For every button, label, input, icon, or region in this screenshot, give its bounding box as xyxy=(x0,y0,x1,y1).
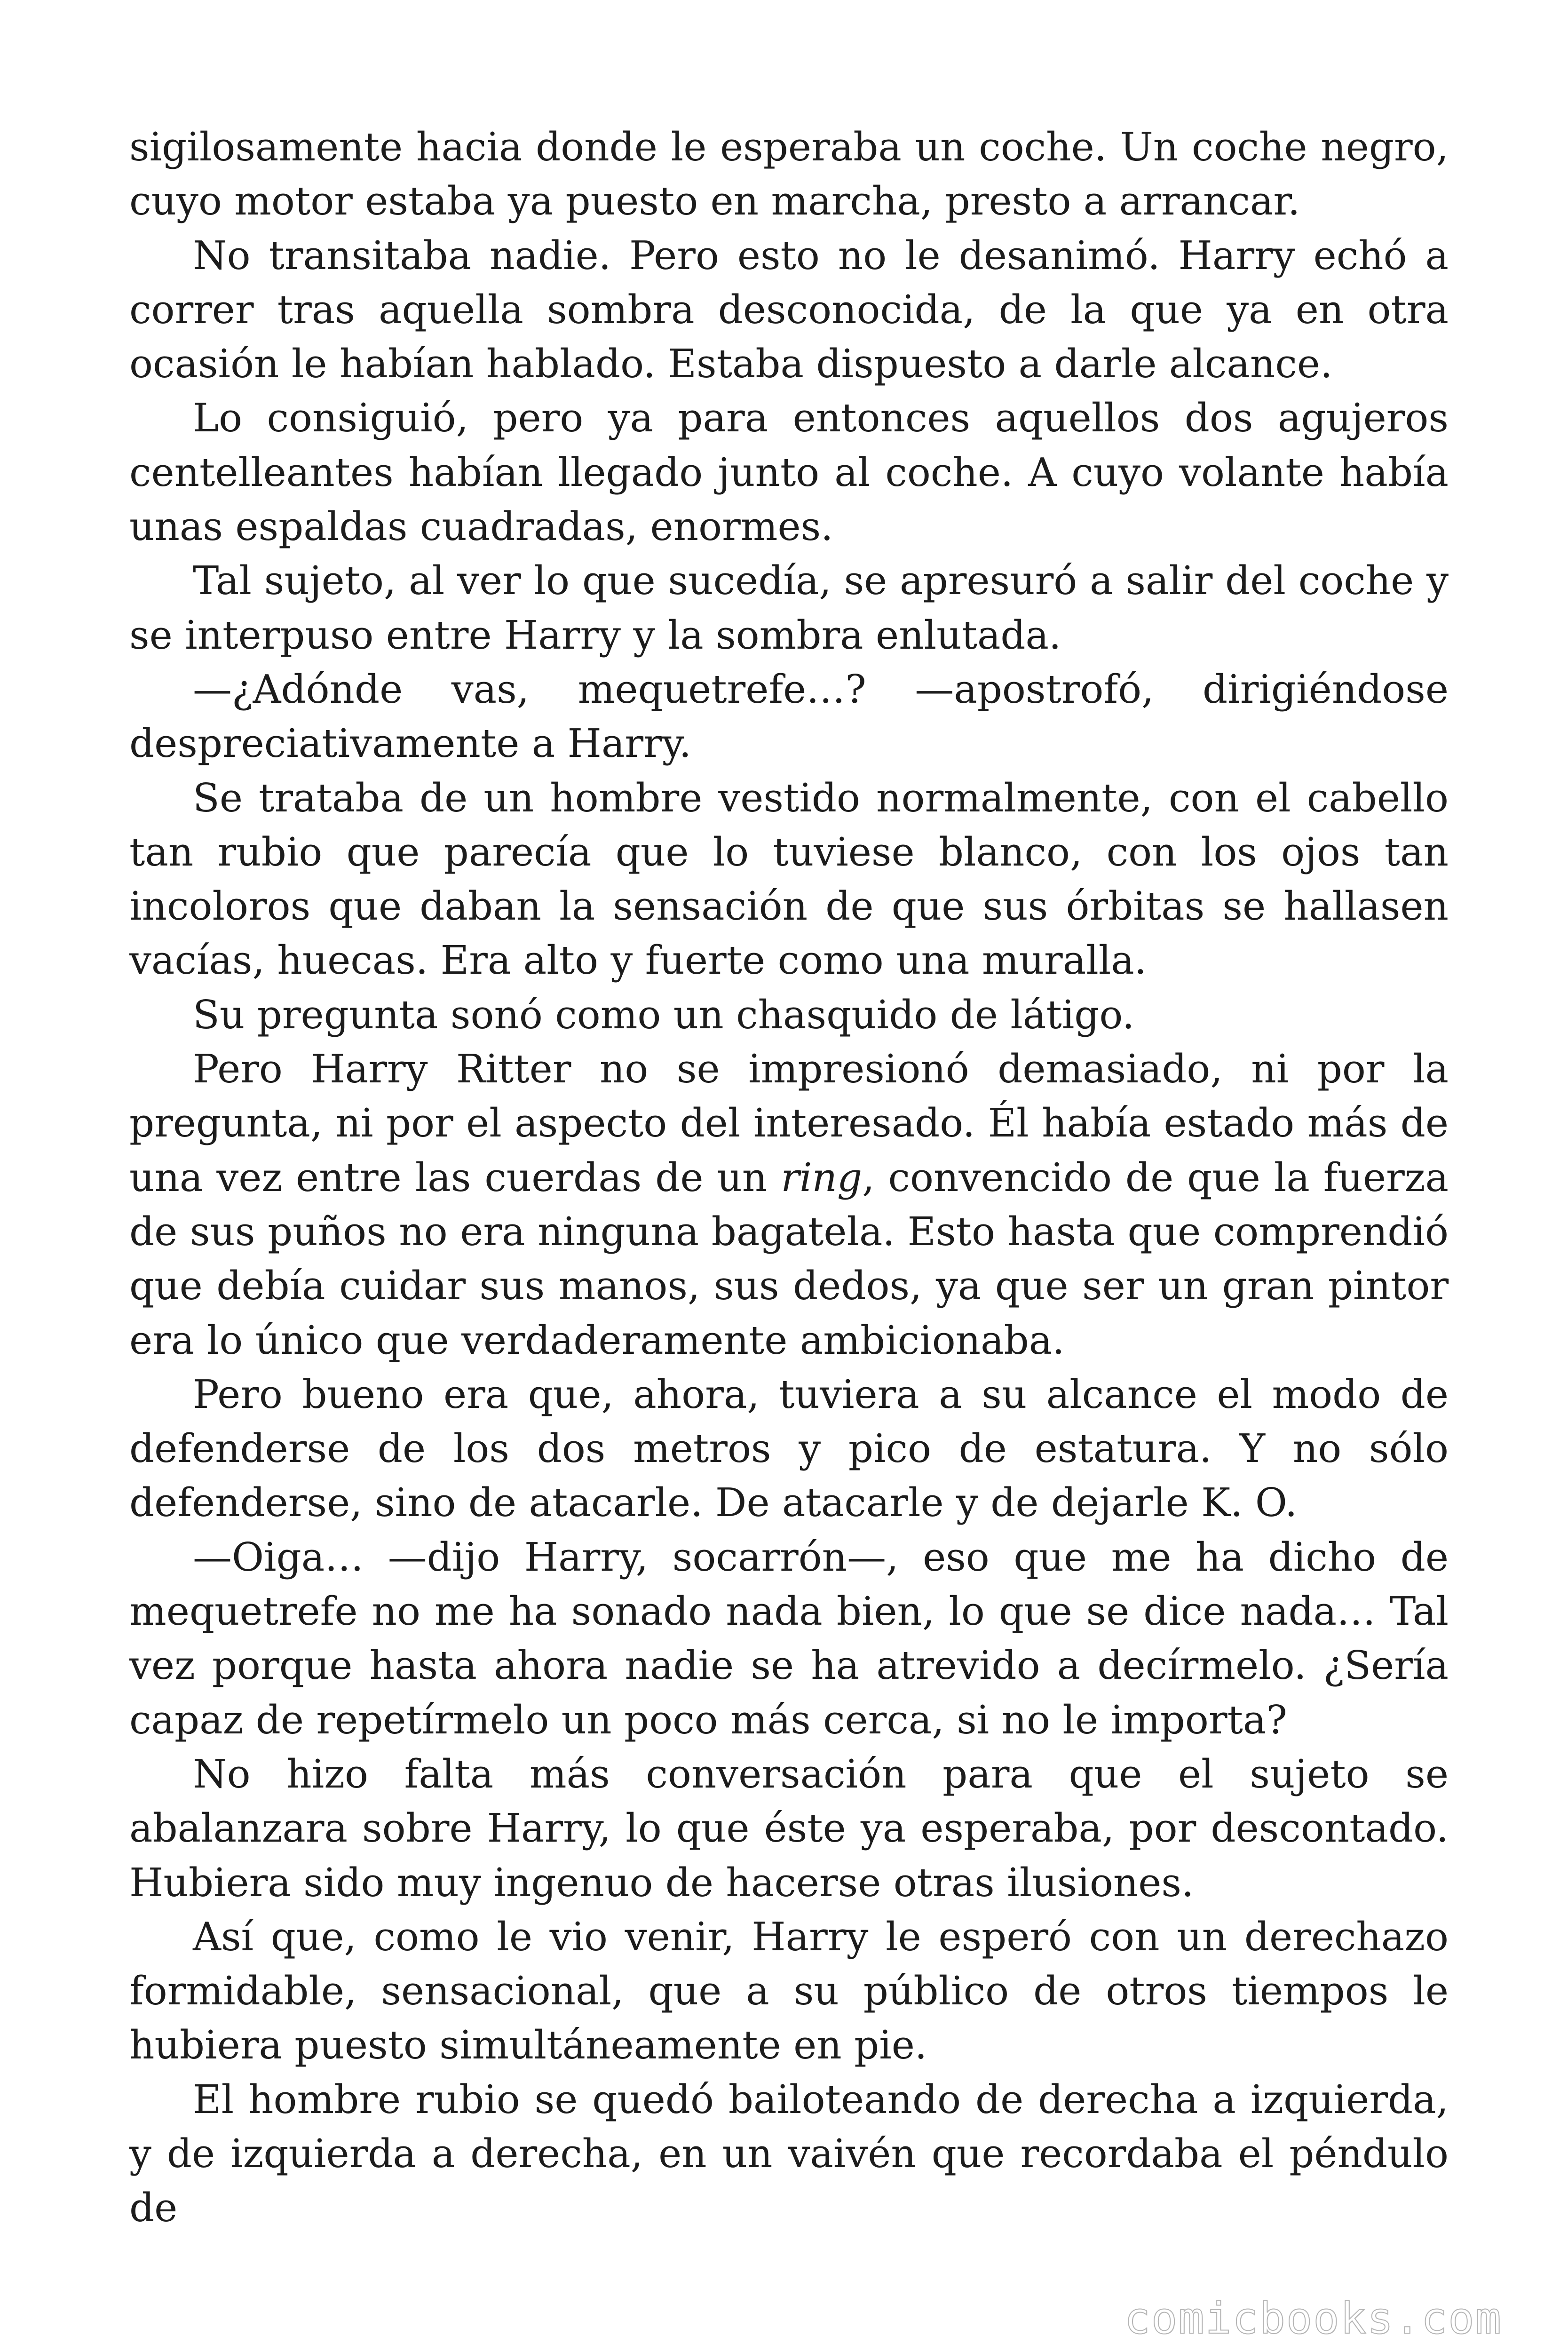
paragraph-12: Así que, como le vio venir, Harry le esperó con un derechazo formidable, sensacional, que a su público de otros tiempos le hubiera puesto simultáneamente en pie. xyxy=(129,1914,1449,2068)
watermark-text: comicbooks.com xyxy=(1124,2293,1502,2344)
paragraph-3: Lo consiguió, pero ya para entonces aquellos dos agujeros centelleantes habían llegado junto al coche. A cuyo volante había unas espaldas cuadradas, enormes. xyxy=(129,395,1449,550)
paragraph-6: Se trataba de un hombre vestido normalmente, con el cabello tan rubio que parecía que lo tuviese blanco, con los ojos tan incoloros que daban la sensación de que sus órbitas se hallasen vacías, huecas. Era alto y fuerte como una muralla. xyxy=(129,775,1449,984)
paragraph-5: —¿Adónde vas, mequetrefe…? —apostrofó, dirigiéndose despreciativamente a Harry. xyxy=(129,666,1449,767)
paragraph-9: Pero bueno era que, ahora, tuviera a su alcance el modo de defenderse de los dos metros y pico de estatura. Y no sólo defenderse, sino de atacarle. De atacarle y de dejarle K. O. xyxy=(129,1371,1449,1526)
paragraph-8: Pero Harry Ritter no se impresionó demasiado, ni por la pregunta, ni por el aspecto del interesado. Él había estado más de una vez entre las cuerdas de un ring, convencido de que la fuerza de sus puños no era ninguna bagatela. Esto hasta que comprendió que debía cuidar sus manos, sus dedos, ya que ser un gran pintor era lo único que verdaderamente ambicionaba. xyxy=(129,1046,1449,1363)
paragraph-10: —Oiga… —dijo Harry, socarrón—, eso que me ha dicho de mequetrefe no me ha sonado nada bien, lo que se dice nada… Tal vez porque hasta ahora nadie se ha atrevido a decírmelo. ¿Sería capaz de repetírmelo un poco más cerca, si no le importa? xyxy=(129,1534,1449,1743)
paragraph-2: No transitaba nadie. Pero esto no le desanimó. Harry echó a correr tras aquella sombra desconocida, de la que ya en otra ocasión le habían hablado. Estaba dispuesto a darle alcance. xyxy=(129,232,1449,387)
paragraph-1: sigilosamente hacia donde le esperaba un coche. Un coche negro, cuyo motor estaba ya puesto en marcha, presto a arrancar. xyxy=(129,124,1449,224)
paragraph-4: Tal sujeto, al ver lo que sucedía, se apresuró a salir del coche y se interpuso entre Harry y la sombra enlutada. xyxy=(129,558,1449,658)
page-body xyxy=(129,120,1449,2235)
italic-word: ring xyxy=(781,1154,863,1200)
paragraph-7: Su pregunta sonó como un chasquido de látigo. xyxy=(193,992,1135,1038)
paragraph-13: El hombre rubio se quedó bailoteando de derecha a izquierda, y de izquierda a derecha, en un vaivén que recordaba el péndulo de xyxy=(129,2076,1449,2231)
paragraph-11: No hizo falta más conversación para que el sujeto se abalanzara sobre Harry, lo que éste ya esperaba, por descontado. Hubiera sido muy ingenuo de hacerse otras ilusiones. xyxy=(129,1751,1449,1906)
